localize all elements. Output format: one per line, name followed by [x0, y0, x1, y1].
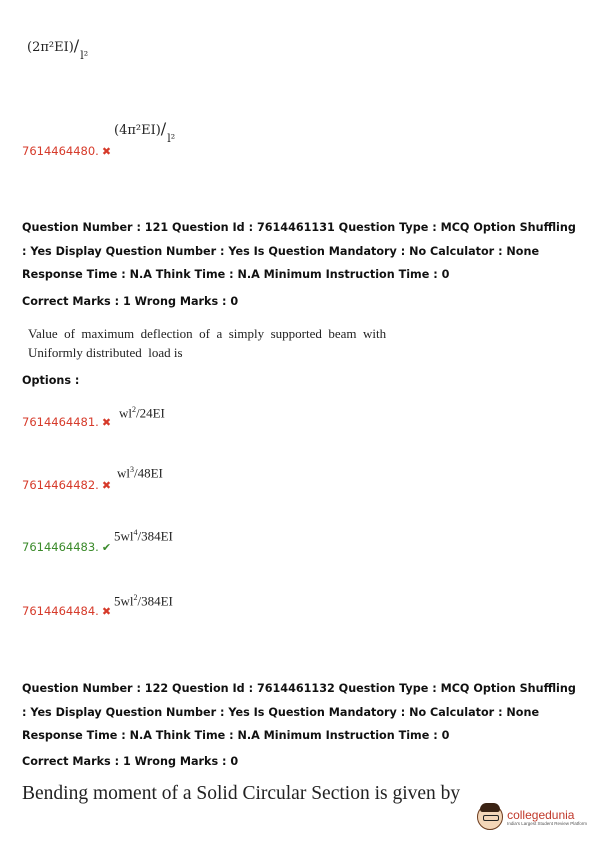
- formula-denominator: l²: [167, 132, 176, 145]
- question-text-line: Uniformly distributed load is: [28, 345, 183, 360]
- option-id: 7614464482.: [22, 478, 99, 492]
- options-label: Options :: [22, 374, 80, 387]
- question-header: Question Number : 121 Question Id : 7614461131 Question Type : MCQ Option Shuffling : Yes Display Question Number : Yes Is Question Mandatory : No Calculator : None Response Time : N.A Think Time : N.A Minimum Instruction Time : 0: [22, 221, 576, 281]
- cross-icon: ✖: [101, 605, 112, 618]
- formula-option-a: $(2\pi^2EI)/_{l^2}$: [27, 36, 89, 62]
- student-avatar-icon: [477, 804, 503, 830]
- option-row-482: [22, 474, 111, 493]
- cross-icon: ✖: [101, 145, 112, 158]
- check-icon: ✔: [101, 541, 112, 554]
- option-text: $wl^3/48EI$: [117, 465, 163, 481]
- option-row-484: [22, 600, 111, 619]
- question-marks: Correct Marks : 1 Wrong Marks : 0: [22, 755, 239, 768]
- question-header: Question Number : 122 Question Id : 7614461132 Question Type : MCQ Option Shuffling : Yes Display Question Number : Yes Is Question Mandatory : No Calculator : None Response Time : N.A Think Time : N.A Minimum Instruction Time : 0: [22, 682, 576, 742]
- option-id: 7614464480.: [22, 144, 99, 158]
- formula-numerator: (4π²EI): [114, 123, 161, 138]
- question-text: Bending moment of a Solid Circular Section is given by: [22, 783, 461, 804]
- option-text: $5wl^2/384EI$: [114, 593, 173, 609]
- logo-name: collegedunia: [507, 807, 575, 822]
- option-row-480: [22, 140, 111, 159]
- question-marks: Correct Marks : 1 Wrong Marks : 0: [22, 295, 239, 308]
- option-id: 7614464484.: [22, 604, 99, 618]
- question-text: [28, 324, 386, 362]
- option-id: 7614464481.: [22, 415, 99, 429]
- logo-tagline: India's Largest Student Review Platform: [507, 820, 587, 826]
- formula-denominator: l²: [80, 49, 89, 62]
- collegedunia-logo: [477, 804, 587, 830]
- cross-icon: ✖: [101, 479, 112, 492]
- formula-option-480: $(4\pi^2EI)/_{l^2}$: [114, 119, 176, 145]
- formula-numerator: (2π²EI): [27, 40, 74, 55]
- cross-icon: ✖: [101, 416, 112, 429]
- question-text-line: Value of maximum deflection of a simply supported beam with: [28, 326, 387, 341]
- option-text: $5wl^4/384EI$: [114, 528, 173, 544]
- option-id: 7614464483.: [22, 540, 99, 554]
- option-text: $wl^2/24EI$: [119, 405, 165, 421]
- option-row-481: [22, 411, 111, 430]
- option-row-483: [22, 536, 111, 555]
